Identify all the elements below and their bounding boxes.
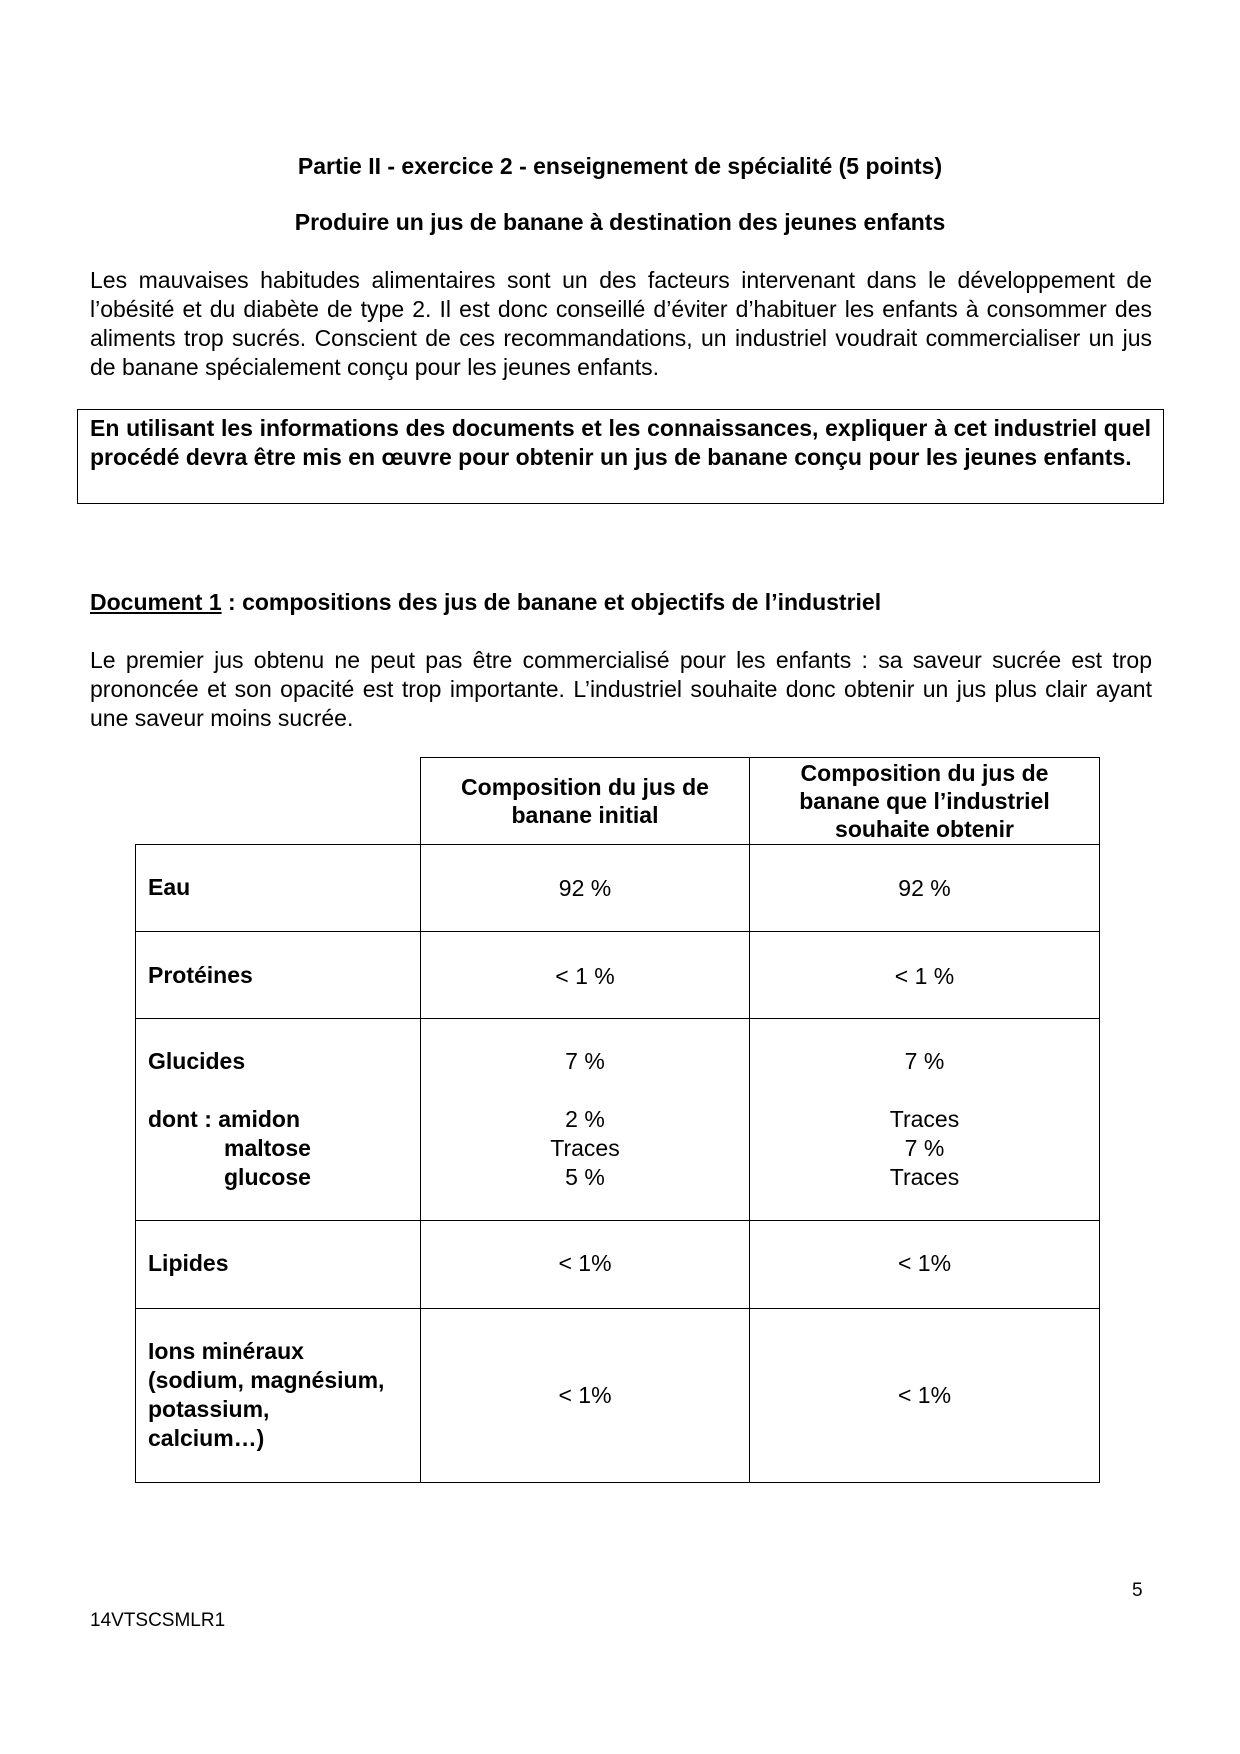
value-target-lipides: < 1%	[750, 1221, 1100, 1309]
row-label-proteines: Protéines	[136, 932, 421, 1019]
maltose-label: maltose	[224, 1135, 311, 1161]
value-initial-amidon: 2 %	[565, 1106, 605, 1132]
value-target-maltose: 7 %	[904, 1135, 945, 1161]
row-label-glucides	[136, 1019, 421, 1221]
row-label-eau: Eau	[136, 845, 421, 932]
value-initial-glucides: 7 %	[565, 1048, 605, 1074]
table-row	[136, 1309, 1100, 1483]
value-target-glucides: 7 %	[904, 1048, 945, 1074]
value-target-ions: < 1%	[750, 1309, 1100, 1483]
intro-paragraph: Les mauvaises habitudes alimentaires sont un des facteurs intervenant dans le développement de l’obésité et du diabète de type 2. Il est donc conseillé d’éviter d’habituer les enfants à consommer des aliments trop sucrés. Conscient de ces recommandations, un industriel voudrait commercialiser un jus de banane spécialement conçu pour les jeunes enfants.	[90, 267, 1152, 380]
table-row	[136, 845, 1100, 932]
table-row	[136, 932, 1100, 1019]
document-code: 14VTSCSMLR1	[90, 1610, 226, 1631]
column-header-target: Composition du jus de banane que l’industriel souhaite obtenir	[750, 758, 1100, 845]
value-target-proteines: < 1 %	[750, 932, 1100, 1019]
value-initial-maltose: Traces	[550, 1135, 620, 1161]
value-initial-ions: < 1%	[421, 1309, 750, 1483]
ions-label-line2: (sodium, magnésium,	[148, 1367, 385, 1393]
values-target-glucides	[750, 1019, 1100, 1221]
table-row	[136, 1019, 1100, 1221]
values-initial-glucides	[421, 1019, 750, 1221]
value-target-eau: 92 %	[750, 845, 1100, 932]
glucose-label: glucose	[224, 1164, 311, 1190]
amidon-label: amidon	[218, 1106, 301, 1132]
page-subtitle: Produire un jus de banane à destination des jeunes enfants	[294, 209, 946, 235]
document-heading	[90, 588, 881, 616]
value-initial-glucose: 5 %	[565, 1164, 605, 1190]
ions-label-line3: potassium,	[148, 1396, 270, 1422]
dont-prefix: dont :	[148, 1106, 219, 1132]
value-target-amidon: Traces	[889, 1106, 960, 1132]
value-initial-eau: 92 %	[421, 845, 750, 932]
row-label-lipides: Lipides	[136, 1221, 421, 1309]
task-box	[77, 409, 1164, 504]
ions-label-line1: Ions minéraux	[148, 1338, 304, 1364]
ions-label-line4: calcium…)	[148, 1425, 265, 1451]
document-label: Document 1	[90, 589, 222, 615]
table-header-row	[136, 758, 1100, 845]
column-header-initial: Composition du jus de banane initial	[421, 758, 750, 845]
task-text: En utilisant les informations des documents et les connaissances, expliquer à cet industriel quel procédé devra être mis en œuvre pour obtenir un jus de banane conçu pour les jeunes enfants.	[90, 415, 1151, 470]
document-title: : compositions des jus de banane et objectifs de l’industriel	[221, 589, 882, 615]
value-initial-lipides: < 1%	[421, 1221, 750, 1309]
value-target-glucose: Traces	[889, 1164, 960, 1190]
composition-table	[135, 757, 1100, 1483]
glucides-label: Glucides	[148, 1048, 246, 1074]
amidon-label-line	[148, 1105, 420, 1134]
page-number: 5	[1132, 1580, 1143, 1601]
empty-header-cell	[136, 758, 421, 845]
page-title: Partie II - exercice 2 - enseignement de spécialité (5 points)	[297, 153, 943, 179]
row-label-ions	[136, 1309, 421, 1483]
document-intro: Le premier jus obtenu ne peut pas être commercialisé pour les enfants : sa saveur sucrée est trop prononcée et son opacité est trop importante. L’industriel souhaite donc obtenir un jus plus clair ayant une saveur moins sucrée.	[90, 647, 1152, 731]
table-row	[136, 1221, 1100, 1309]
value-initial-proteines: < 1 %	[421, 932, 750, 1019]
